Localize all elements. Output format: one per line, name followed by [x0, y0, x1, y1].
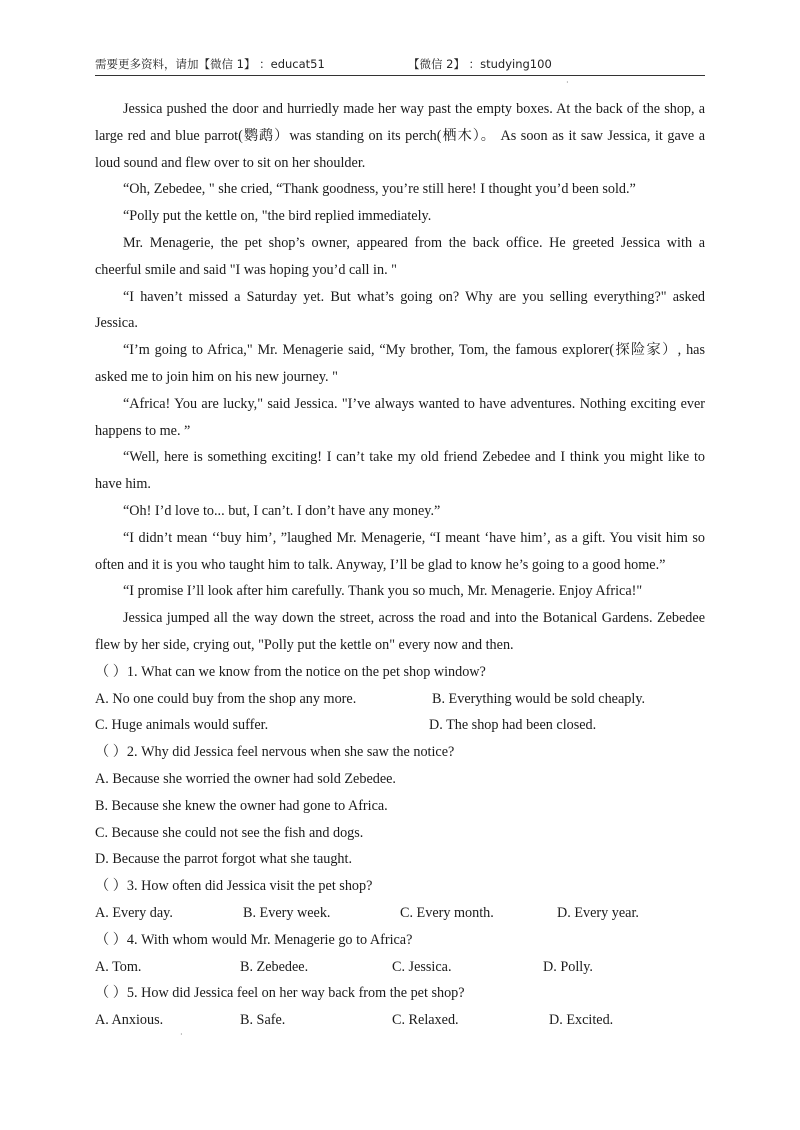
- question-stem: （ ）4. With whom would Mr. Menagerie go to Africa?: [95, 931, 413, 948]
- option-b: B. Zebedee.: [240, 958, 309, 975]
- option-a: A. Anxious.: [95, 1012, 164, 1029]
- paragraph: “I promise I’ll look after him carefully. Thank you so much, Mr. Menagerie. Enjoy Africa!": [123, 583, 643, 600]
- option-d: D. Polly.: [543, 958, 593, 975]
- option-a: A. Every day.: [95, 904, 173, 921]
- option-row: [95, 686, 705, 713]
- option-d: D. Every year.: [557, 904, 639, 921]
- option-b: B. Everything would be sold cheaply.: [432, 690, 646, 707]
- paragraph: “I didn’t mean ‘‘buy him’, ”laughed Mr. Menagerie, “I meant ‘have him’, as a gift. You visit him so often and it is you who taught him to talk. Anyway, I’ll be glad to know he’s going to a good home.”: [95, 529, 705, 573]
- question-stem: （ ）3. How often did Jessica visit the pet shop?: [95, 878, 373, 895]
- paragraph: “Well, here is something exciting! I can’t take my old friend Zebedee and I think you might like to have him.: [95, 449, 705, 493]
- option-row: [95, 1007, 705, 1034]
- header-wechat-2: 【微信 2】 ：studying100: [408, 57, 552, 71]
- page-header: [95, 56, 705, 74]
- paragraph: “Africa! You are lucky," said Jessica. "I’ve always wanted to have adventures. Nothing exciting ever happens to me. ”: [95, 395, 705, 439]
- option-a: A. No one could buy from the shop any more.: [95, 690, 357, 707]
- option-row: [95, 712, 705, 739]
- question-stem: （ ）2. Why did Jessica feel nervous when she saw the notice?: [95, 744, 455, 761]
- option-c: C. Because she could not see the fish and dogs.: [95, 824, 364, 841]
- option-row: [95, 954, 705, 981]
- option-d: D. Excited.: [549, 1012, 614, 1029]
- paragraph: Jessica pushed the door and hurriedly made her way past the empty boxes. At the back of the shop, a large red and blue parrot(鹦鹉）was standing on its perch(栖木）。 As soon as it saw Jessica, it gave a loud sound and flew over to sit on her shoulder.: [95, 101, 705, 171]
- option-c: C. Huge animals would suffer.: [95, 717, 269, 734]
- paragraph: “I haven’t missed a Saturday yet. But what’s going on? Why are you selling everything?" asked Jessica.: [95, 288, 705, 332]
- option-b: B. Safe.: [240, 1012, 286, 1029]
- paragraph: “Oh, Zebedee, " she cried, “Thank goodness, you’re still here! I thought you’d been sold.”: [123, 181, 636, 198]
- document-body: [95, 96, 705, 1034]
- header-wechat-1: 需要更多资料，请加【微信 1】 ：educat51: [95, 57, 325, 71]
- stray-dot: ·: [566, 78, 569, 87]
- option-b: B. Because she knew the owner had gone to Africa.: [95, 797, 388, 814]
- stray-dot: ·: [180, 1030, 183, 1039]
- option-b: B. Every week.: [243, 904, 331, 921]
- option-a: A. Because she worried the owner had sold Zebedee.: [95, 770, 396, 787]
- option-d: D. Because the parrot forgot what she taught.: [95, 851, 353, 868]
- paragraph: “I’m going to Africa," Mr. Menagerie said, “My brother, Tom, the famous explorer(探险家）, has asked me to join him on his new journey. ": [95, 342, 705, 385]
- paragraph: Mr. Menagerie, the pet shop’s owner, appeared from the back office. He greeted Jessica with a cheerful smile and said "I was hoping you’d call in. ": [95, 234, 705, 278]
- paragraph: “Oh! I’d love to... but, I can’t. I don’t have any money.”: [123, 502, 441, 519]
- paragraph: “Polly put the kettle on, "the bird replied immediately.: [123, 208, 432, 225]
- option-c: C. Jessica.: [392, 958, 452, 975]
- option-d: D. The shop had been closed.: [429, 717, 597, 734]
- option-c: C. Every month.: [400, 904, 494, 921]
- paragraph: Jessica jumped all the way down the street, across the road and into the Botanical Gardens. Zebedee flew by her side, crying out, "Polly put the kettle on" every now and then.: [95, 610, 705, 653]
- option-c: C. Relaxed.: [392, 1012, 459, 1029]
- question-stem: （ ）1. What can we know from the notice on the pet shop window?: [95, 663, 486, 680]
- option-a: A. Tom.: [95, 958, 142, 975]
- question-stem: （ ）5. How did Jessica feel on her way back from the pet shop?: [95, 985, 465, 1002]
- header-rule: [95, 75, 705, 76]
- option-row: [95, 900, 705, 927]
